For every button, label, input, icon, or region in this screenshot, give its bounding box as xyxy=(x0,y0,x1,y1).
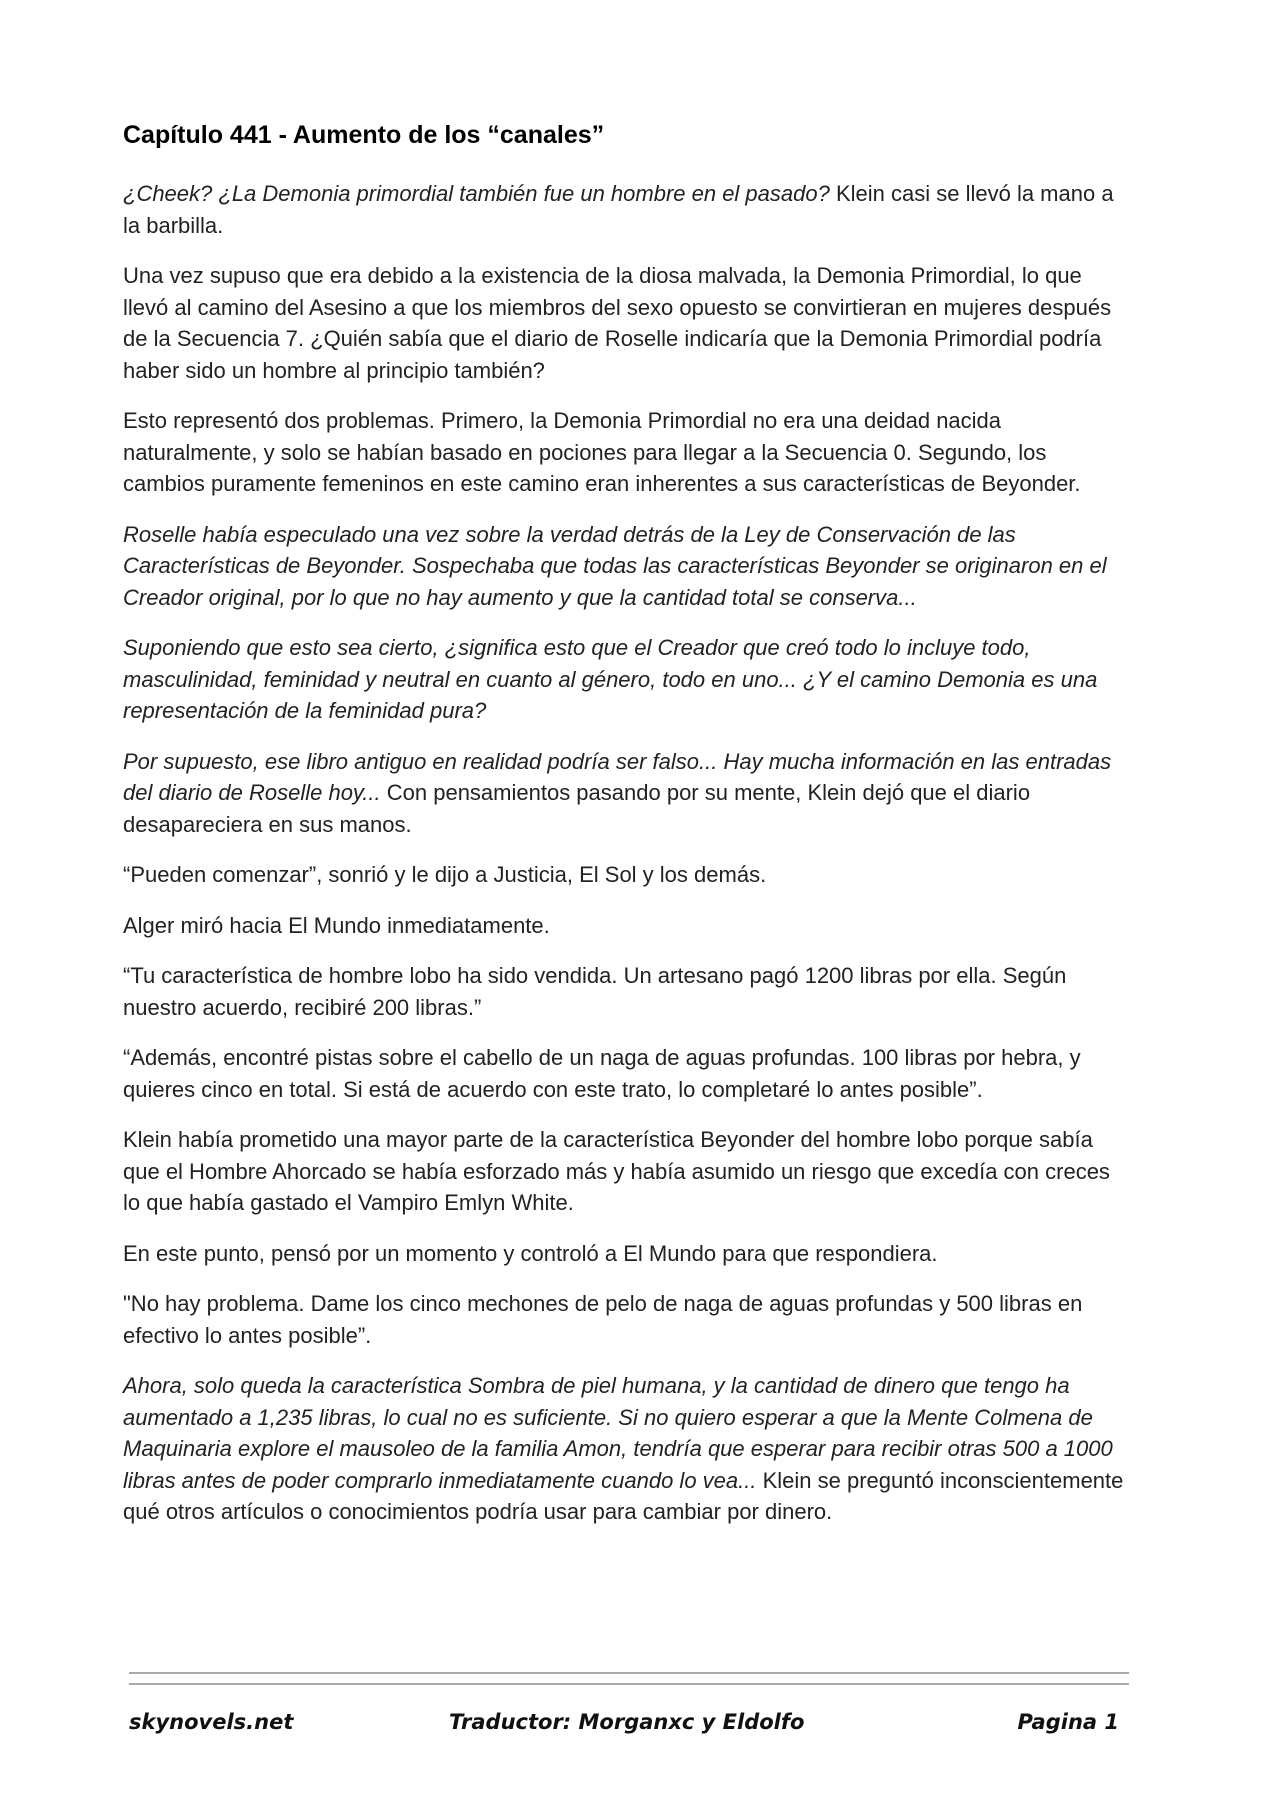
paragraph-text: Alger miró hacia El Mundo inmediatamente. xyxy=(123,912,550,938)
paragraph-text: Klein se preguntó inconscientemente qué otros artículos o conocimientos podría usar para cambiar por dinero. xyxy=(123,1467,1124,1524)
footer-site: skynovels.net xyxy=(129,1710,294,1734)
paragraph-text: “Tu característica de hombre lobo ha sido vendida. Un artesano pagó 1200 libras por ella. Según nuestro acuerdo, recibiré 200 libras.” xyxy=(123,963,1067,1020)
paragraph xyxy=(123,260,1133,386)
paragraph xyxy=(123,1042,1133,1105)
paragraph-text: "No hay problema. Dame los cinco mechones de pelo de naga de aguas profundas y 500 libras en efectivo lo antes posible”. xyxy=(123,1291,1083,1348)
paragraph-italic-text: Ahora, solo queda la característica Sombra de piel humana, y la cantidad de dinero que tengo ha aumentado a 1,235 libras, lo cual no es suficiente. Si no quiero esperar a que la Mente Colmena de Maquinaria explore el mausoleo de la familia Amon, tendría que esperar para recibir otras 500 a 1000 libras antes de poder comprarlo inmediatamente cuando lo vea... xyxy=(123,1373,1113,1493)
document-body xyxy=(123,120,1133,1547)
paragraph xyxy=(123,178,1133,241)
paragraph xyxy=(123,1288,1133,1351)
paragraph-italic-text: Por supuesto, ese libro antiguo en realidad podría ser falso... Hay mucha información en las entradas del diario de Roselle hoy... xyxy=(123,748,1112,805)
footer-page-number: Pagina 1 xyxy=(1017,1710,1119,1734)
footer-divider-bottom xyxy=(129,1683,1129,1685)
paragraph xyxy=(123,960,1133,1023)
paragraph xyxy=(123,519,1133,614)
paragraph xyxy=(123,405,1133,500)
paragraph xyxy=(123,1124,1133,1219)
paragraph-text: “Además, encontré pistas sobre el cabello de un naga de aguas profundas. 100 libras por hebra, y quieres cinco en total. Si está de acuerdo con este trato, lo completaré lo antes posible”. xyxy=(123,1045,1081,1102)
paragraph xyxy=(123,1238,1133,1270)
paragraph-list xyxy=(123,178,1133,1528)
chapter-title: Capítulo 441 - Aumento de los “canales” xyxy=(123,121,605,149)
paragraph-italic-text: Suponiendo que esto sea cierto, ¿significa esto que el Creador que creó todo lo incluye todo, masculinidad, feminidad y neutral en cuanto al género, todo en uno... ¿Y el camino Demonia es una representación de la feminidad pura? xyxy=(123,635,1098,723)
paragraph-italic-text: Roselle había especulado una vez sobre la verdad detrás de la Ley de Conservación de las Características de Beyonder. Sospechaba que todas las características Beyonder se originaron en el Creador original, por lo que no hay aumento y que la cantidad total se conserva... xyxy=(123,521,1107,610)
paragraph-text: Klein había prometido una mayor parte de la característica Beyonder del hombre lobo porque sabía que el Hombre Ahorcado se había esforzado más y había asumido un riesgo que excedía con creces lo que había gastado el Vampiro Emlyn White. xyxy=(123,1127,1110,1215)
paragraph-text: Una vez supuso que era debido a la existencia de la diosa malvada, la Demonia Primordial, lo que llevó al camino del Asesino a que los miembros del sexo opuesto se convirtieran en mujeres después de la Secuencia 7. ¿Quién sabía que el diario de Roselle indicaría que la Demonia Primordial podría haber sido un hombre al principio también? xyxy=(123,263,1112,383)
paragraph xyxy=(123,1370,1133,1528)
paragraph-text: Esto representó dos problemas. Primero, la Demonia Primordial no era una deidad nacida naturalmente, y solo se habían basado en pociones para llegar a la Secuencia 0. Segundo, los cambios puramente femeninos en este camino eran inherentes a sus características de Beyonder. xyxy=(123,408,1081,496)
paragraph xyxy=(123,632,1133,727)
footer-translator: Traductor: Morganxc y Eldolfo xyxy=(449,1710,805,1734)
paragraph-italic-text: ¿Cheek? ¿La Demonia primordial también fue un hombre en el pasado? xyxy=(123,181,830,206)
paragraph xyxy=(123,910,1133,942)
paragraph-text: En este punto, pensó por un momento y controló a El Mundo para que respondiera. xyxy=(123,1240,938,1266)
paragraph-text: “Pueden comenzar”, sonrió y le dijo a Justicia, El Sol y los demás. xyxy=(123,862,767,887)
footer-divider-top xyxy=(129,1672,1129,1674)
paragraph xyxy=(123,746,1133,841)
paragraph-text: Con pensamientos pasando por su mente, Klein dejó que el diario desapareciera en sus manos. xyxy=(123,780,1031,837)
paragraph xyxy=(123,859,1133,891)
paragraph-text: Klein casi se llevó la mano a la barbilla. xyxy=(123,181,1114,238)
